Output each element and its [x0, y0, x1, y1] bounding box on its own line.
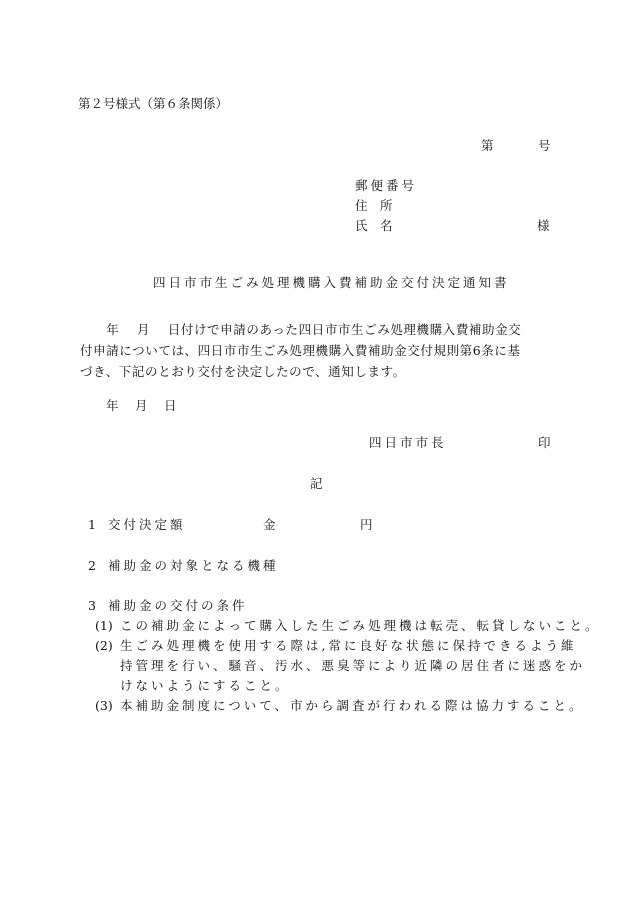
body-paragraph — [80, 319, 550, 382]
date-month: 月 — [135, 398, 148, 413]
honorific-sama: 様 — [537, 218, 550, 233]
condition-text: 生ごみ処理機を使用する際は,常に良好な状態に保持できるよう維 — [120, 638, 577, 653]
item-number: 2 — [88, 558, 96, 573]
grant-amount-label: 交付決定額 — [108, 517, 186, 532]
condition-text: この補助金によって購入した生ごみ処理機は転売、転貸しないこと。 — [120, 618, 601, 633]
form-label: 第２号様式（第６条関係） — [78, 96, 229, 111]
document-number-dai: 第 — [481, 138, 494, 153]
item-number: 3 — [88, 598, 96, 613]
document-title: 四日市市生ごみ処理機購入費補助金交付決定通知書 — [153, 275, 510, 290]
date-year: 年 — [106, 398, 119, 413]
date-day: 日 — [164, 398, 177, 413]
document-number-go: 号 — [538, 138, 551, 153]
condition-number: (2) — [95, 638, 113, 653]
kin-label: 金 — [263, 517, 276, 532]
condition-text: けないようにすること。 — [120, 678, 291, 693]
condition-number: (3) — [95, 698, 113, 713]
target-model-label: 補助金の対象となる機種 — [108, 558, 279, 573]
body-line: 付申請については、四日市市生ごみ処理機購入費補助金交付規則第6条に基 — [80, 343, 521, 358]
condition-text: 持管理を行い、騒音、汚水、悪臭等により近隣の居住者に迷惑をか — [120, 658, 586, 673]
mayor-title: 四日市市長 — [369, 435, 447, 450]
address-label: 住 所 — [355, 198, 393, 213]
ki-heading: 記 — [310, 476, 323, 491]
condition-number: (1) — [95, 618, 113, 633]
conditions-label: 補助金の交付の条件 — [108, 598, 248, 613]
body-line: づき、下記のとおり交付を決定したので、通知します。 — [80, 364, 406, 379]
body-line: 年 月 日付けで申請のあった四日市市生ごみ処理機購入費補助金交 — [80, 322, 522, 337]
name-label: 氏 名 — [355, 218, 393, 233]
postal-code-label: 郵便番号 — [355, 178, 418, 193]
seal-mark: 印 — [538, 435, 551, 450]
yen-label: 円 — [360, 517, 373, 532]
condition-text: 本補助金制度について、市から調査が行われる際は協力すること。 — [120, 698, 585, 713]
item-number: 1 — [88, 517, 96, 532]
